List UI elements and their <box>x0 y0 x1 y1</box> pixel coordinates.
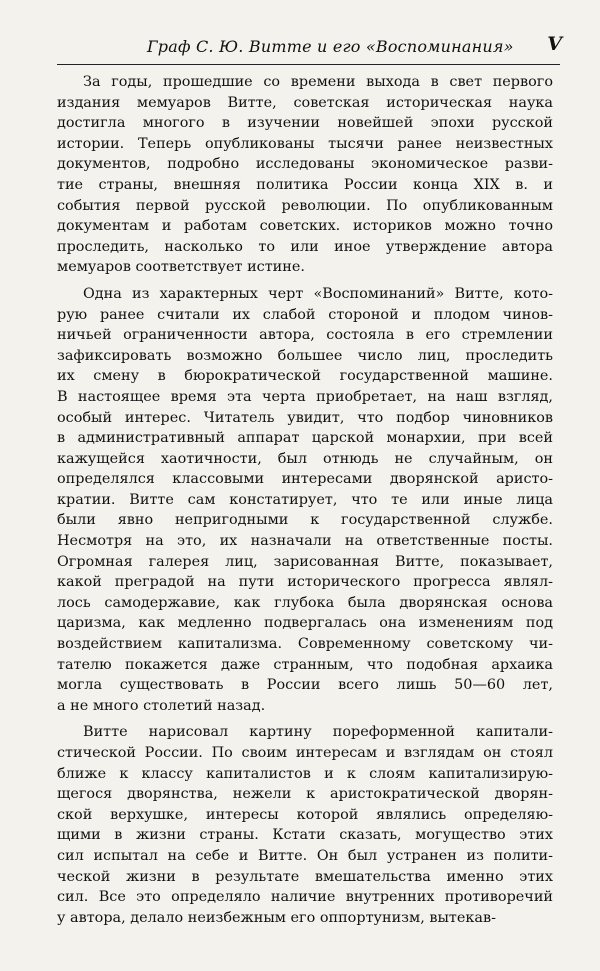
text-line: достигла многого в изучении новейшей эпохи русской <box>57 115 553 132</box>
text-line: особый интерес. Читатель увидит, что подбор чиновников <box>57 409 553 426</box>
text-line: зафиксировать возможно большее число лиц, проследить <box>57 347 553 364</box>
body-text <box>57 72 553 928</box>
text-line: тателю покажется даже странным, что подобная архаика <box>57 656 553 673</box>
text-line: В настоящее время эта черта приобретает, на наш взгляд, <box>57 388 553 405</box>
text-line: документам и работам советских. историков можно точно <box>57 218 553 235</box>
text-line: в административный аппарат царской монархии, при всей <box>57 430 553 447</box>
header-rule <box>57 64 560 65</box>
text-line: царизма, как медленно подвергалась она изменениям под <box>57 615 553 632</box>
text-line: лось самодержавие, как глубока была дворянская основа <box>57 594 553 611</box>
paragraph <box>57 722 553 928</box>
text-line: мемуаров соответствует истине. <box>57 259 305 276</box>
text-line: документов, подробно исследованы экономическое разви- <box>57 156 553 173</box>
text-line: щими в жизни страны. Кстати сказать, могущество этих <box>57 827 553 844</box>
text-line: За годы, прошедшие со времени выхода в свет первого <box>83 74 553 90</box>
text-line: истории. Теперь опубликованы тысячи ранее неизвестных <box>57 135 553 152</box>
paragraph <box>57 72 553 278</box>
text-line: тие страны, внешняя политика России конца XIX в. и <box>57 176 553 193</box>
text-line: а не много столетий назад. <box>57 697 266 714</box>
text-line: их смену в бюрократической государственной машине. <box>57 368 553 385</box>
text-line: ничьей ограниченности автора, состояла в его стремлении <box>57 327 553 344</box>
text-line: кажущейся хаотичности, был отнюдь не случайным, он <box>57 450 553 467</box>
page-number: V <box>547 33 562 55</box>
text-line: кратии. Витте сам констатирует, что те или иные лица <box>57 491 553 508</box>
text-line: рую ранее считали их слабой стороной и плодом чинов- <box>57 306 553 323</box>
text-line: воздействием капитализма. Современному советскому чи- <box>57 636 553 653</box>
text-line: ческой жизни в результате вмешательства именно этих <box>57 868 553 885</box>
text-line: могла существовать в России всего лишь 50—60 лет, <box>57 677 553 694</box>
text-line: стической России. По своим интересам и взглядам он стоял <box>57 745 553 761</box>
text-line: проследить, насколько то или иное утверждение автора <box>57 238 553 255</box>
text-line: Огромная галерея лиц, зарисованная Витте, показывает, <box>57 553 553 570</box>
text-line: у автора, делало неизбежным его оппортунизм, вытекав- <box>57 909 496 926</box>
text-line: щегося дворянства, нежели к аристократической дворян- <box>57 786 553 803</box>
text-line: Витте нарисовал картину пореформенной капитали- <box>83 724 553 741</box>
text-line: сил испытал на себе и Витте. Он был устранен из полити- <box>57 847 553 864</box>
running-title: Граф С. Ю. Витте и его «Воспоминания» <box>147 37 514 56</box>
text-line: определялся классовыми интересами дворянской аристо- <box>57 471 553 488</box>
text-line: ближе к классу капиталистов и к слоям капитализирую- <box>57 765 553 782</box>
text-line: Одна из характерных черт «Воспоминаний» Витте, кото- <box>83 285 553 302</box>
text-line: Несмотря на это, их назначали на ответственные посты. <box>57 533 553 550</box>
text-line: ской верхушке, интересы которой являлись определяю- <box>57 806 553 823</box>
text-line: события первой русской революции. По опубликованным <box>57 197 553 214</box>
text-line: какой преградой на пути исторического прогресса являл- <box>57 574 553 591</box>
text-line: издания мемуаров Витте, советская историческая наука <box>57 94 553 111</box>
paragraph <box>57 284 553 716</box>
text-line: были явно непригодными к государственной службе. <box>57 512 553 529</box>
text-line: сил. Все это определяло наличие внутренних противоречий <box>57 889 553 906</box>
page-header <box>55 33 562 63</box>
